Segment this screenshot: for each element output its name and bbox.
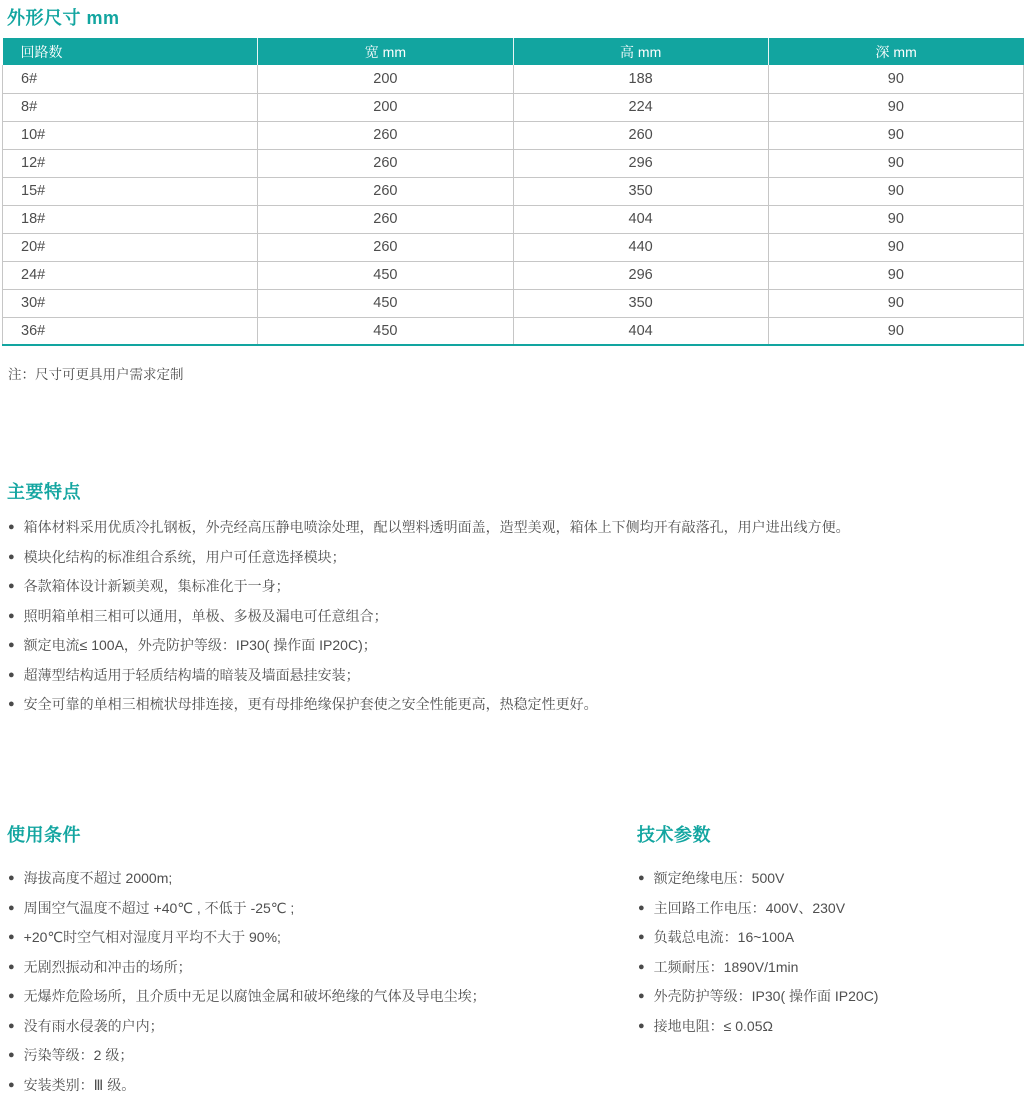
- table-cell: 404: [513, 317, 768, 345]
- list-item-text: 外壳防护等级：IP30( 操作面 IP20C): [653, 988, 879, 1004]
- list-item-text: +20℃时空气相对湿度月平均不大于 90%;: [23, 929, 281, 945]
- bottom-columns: [7, 821, 1019, 1105]
- list-item: [638, 869, 1019, 888]
- bullet-icon: ●: [8, 960, 15, 973]
- list-item-text: 工频耐压：1890V/1min: [653, 958, 799, 975]
- table-row: [3, 289, 1024, 317]
- list-item: [8, 1046, 637, 1065]
- bullet-icon: ●: [8, 1019, 15, 1032]
- table-cell: 15#: [3, 177, 258, 205]
- list-item: [8, 577, 1019, 596]
- list-item-text: 负载总电流：16~100A: [653, 929, 795, 945]
- table-cell: 260: [258, 121, 513, 149]
- list-item-text: 安全可靠的单相三相梳状母排连接，更有母排绝缘保护套使之安全性能更高，热稳定性更好。: [23, 696, 598, 712]
- features-list: [8, 518, 1019, 714]
- table-cell: 260: [258, 149, 513, 177]
- bullet-icon: ●: [8, 639, 15, 651]
- list-item: [8, 987, 637, 1006]
- bullet-icon: ●: [8, 901, 15, 914]
- table-cell: 20#: [3, 233, 258, 261]
- table-cell: 260: [258, 177, 513, 205]
- table-header-cell: 高 mm: [513, 38, 768, 65]
- table-header-row: [3, 38, 1024, 65]
- table-row: [3, 149, 1024, 177]
- table-cell: 90: [768, 261, 1023, 289]
- table-cell: 90: [768, 149, 1023, 177]
- bullet-icon: ●: [638, 960, 645, 973]
- list-item-text: 主回路工作电压：400V、230V: [653, 899, 846, 916]
- table-cell: 350: [513, 289, 768, 317]
- list-item-text: 污染等级：2 级；: [23, 1047, 134, 1063]
- list-item-text: 照明箱单相三相可以通用，单极、多极及漏电可任意组合；: [23, 607, 388, 624]
- table-row: [3, 233, 1024, 261]
- parameters-section-title: 技术参数: [637, 825, 711, 845]
- list-item-text: 周围空气温度不超过 +40℃ , 不低于 -25℃ ;: [23, 899, 295, 916]
- list-item: [8, 1076, 637, 1095]
- bullet-icon: ●: [638, 901, 645, 914]
- bullet-icon: ●: [638, 872, 645, 884]
- table-cell: 260: [258, 233, 513, 261]
- table-cell: 224: [513, 93, 768, 121]
- table-cell: 296: [513, 149, 768, 177]
- table-row: [3, 177, 1024, 205]
- table-cell: 90: [768, 233, 1023, 261]
- table-cell: 450: [258, 317, 513, 345]
- list-item: [8, 518, 1019, 537]
- bullet-icon: ●: [8, 609, 15, 622]
- table-cell: 90: [768, 317, 1023, 345]
- bullet-icon: ●: [8, 550, 15, 563]
- bullet-icon: ●: [8, 931, 15, 943]
- list-item-text: 没有雨水侵袭的户内；: [23, 1017, 164, 1034]
- table-cell: 12#: [3, 149, 258, 177]
- table-cell: 404: [513, 205, 768, 233]
- table-row: [3, 261, 1024, 289]
- list-item: [8, 548, 1019, 567]
- dimensions-table: [2, 38, 1024, 346]
- list-item: [8, 636, 1019, 655]
- bullet-icon: ●: [8, 872, 15, 884]
- list-item: [8, 899, 637, 918]
- list-item: [8, 666, 1019, 685]
- table-cell: 90: [768, 121, 1023, 149]
- bullet-icon: ●: [8, 1049, 15, 1061]
- table-cell: 90: [768, 65, 1023, 93]
- table-cell: 440: [513, 233, 768, 261]
- list-item: [8, 869, 637, 888]
- list-item-text: 安装类别：Ⅲ 级。: [23, 1076, 136, 1093]
- conditions-section: [7, 821, 637, 1105]
- list-item: [638, 899, 1019, 918]
- bullet-icon: ●: [8, 1078, 15, 1091]
- list-item: [638, 987, 1019, 1006]
- table-cell: 90: [768, 93, 1023, 121]
- table-cell: 260: [258, 205, 513, 233]
- list-item-text: 额定绝缘电压：500V: [653, 870, 785, 886]
- list-item-text: 额定电流≤ 100A，外壳防护等级：IP30( 操作面 IP20C)；: [23, 637, 377, 653]
- list-item: [638, 958, 1019, 977]
- features-section-title: 主要特点: [7, 482, 81, 502]
- dimensions-table-body: [3, 65, 1024, 345]
- table-cell: 90: [768, 177, 1023, 205]
- list-item: [8, 695, 1019, 714]
- list-item-text: 超薄型结构适用于轻质结构墙的暗装及墙面悬挂安装；: [23, 666, 360, 683]
- parameters-list: [638, 869, 1019, 1036]
- table-cell: 200: [258, 93, 513, 121]
- dimensions-table-header: [3, 38, 1024, 65]
- table-row: [3, 65, 1024, 93]
- bullet-icon: ●: [638, 931, 645, 943]
- dimensions-note: 注：尺寸可更具用户需求定制: [8, 367, 184, 382]
- table-cell: 90: [768, 289, 1023, 317]
- conditions-list: [8, 869, 637, 1095]
- features-section: [7, 478, 1019, 725]
- bullet-icon: ●: [8, 521, 15, 533]
- table-cell: 8#: [3, 93, 258, 121]
- bullet-icon: ●: [8, 990, 15, 1002]
- table-cell: 90: [768, 205, 1023, 233]
- table-header-cell: 宽 mm: [258, 38, 513, 65]
- dimensions-section-title: 外形尺寸 mm: [7, 8, 120, 28]
- bullet-icon: ●: [638, 990, 645, 1002]
- table-cell: 18#: [3, 205, 258, 233]
- table-row: [3, 93, 1024, 121]
- bullet-icon: ●: [8, 698, 15, 710]
- bullet-icon: ●: [8, 668, 15, 681]
- list-item-text: 接地电阻：≤ 0.05Ω: [653, 1017, 773, 1034]
- parameters-section: [637, 821, 1019, 1105]
- bullet-icon: ●: [8, 580, 15, 592]
- table-cell: 6#: [3, 65, 258, 93]
- table-header-cell: 深 mm: [768, 38, 1023, 65]
- list-item-text: 海拔高度不超过 2000m;: [23, 870, 173, 886]
- list-item: [8, 928, 637, 947]
- table-cell: 350: [513, 177, 768, 205]
- table-cell: 450: [258, 261, 513, 289]
- list-item-text: 模块化结构的标准组合系统，用户可任意选择模块；: [23, 548, 346, 565]
- table-cell: 10#: [3, 121, 258, 149]
- list-item: [8, 958, 637, 977]
- conditions-section-title: 使用条件: [7, 825, 81, 845]
- table-row: [3, 205, 1024, 233]
- table-cell: 188: [513, 65, 768, 93]
- list-item-text: 无剧烈振动和冲击的场所；: [23, 958, 192, 975]
- table-cell: 450: [258, 289, 513, 317]
- list-item-text: 各款箱体设计新颖美观，集标准化于一身；: [23, 578, 290, 594]
- table-row: [3, 317, 1024, 345]
- list-item-text: 箱体材料采用优质冷扎钢板，外壳经高压静电喷涂处理，配以塑料透明面盖，造型美观，箱体上下侧均开有敲落孔，用户进出线方便。: [23, 519, 850, 535]
- list-item: [638, 928, 1019, 947]
- list-item: [8, 1017, 637, 1036]
- table-cell: 30#: [3, 289, 258, 317]
- list-item: [638, 1017, 1019, 1036]
- table-cell: 36#: [3, 317, 258, 345]
- bullet-icon: ●: [638, 1019, 645, 1032]
- table-cell: 260: [513, 121, 768, 149]
- table-cell: 200: [258, 65, 513, 93]
- table-cell: 296: [513, 261, 768, 289]
- table-header-cell: 回路数: [3, 38, 258, 65]
- table-cell: 24#: [3, 261, 258, 289]
- list-item-text: 无爆炸危险场所，且介质中无足以腐蚀金属和破坏绝缘的气体及导电尘埃；: [23, 988, 486, 1004]
- list-item: [8, 607, 1019, 626]
- table-row: [3, 121, 1024, 149]
